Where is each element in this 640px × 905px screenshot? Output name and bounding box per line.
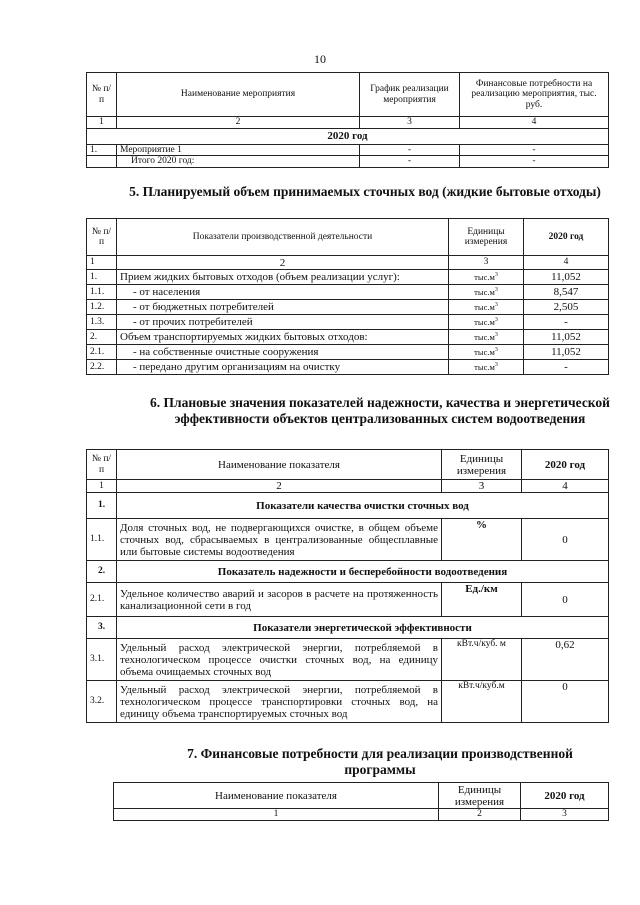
- row-schedule: -: [360, 156, 460, 168]
- row-num: 1.1.: [87, 285, 117, 300]
- col-number: 2: [439, 809, 521, 821]
- col-number: 2: [117, 256, 449, 270]
- row-num: 2.: [87, 330, 117, 345]
- row-value: -: [524, 360, 609, 375]
- row-unit: $тыс.м^3$: [449, 300, 524, 315]
- row-num: 1.1.: [87, 519, 117, 561]
- section-6-title: 6. Плановые значения показателей надежности, качества и энергетической эффективности объектов централизованных систем водоотведения: [150, 395, 610, 426]
- row-unit: $тыс.м^3$: [449, 315, 524, 330]
- table-row: [87, 345, 609, 360]
- col-header-num: № п/п: [87, 73, 117, 117]
- row-value: 11,052: [524, 330, 609, 345]
- group-num: 1.: [87, 493, 117, 519]
- table-row: [87, 681, 609, 723]
- row-num: 3.2.: [87, 681, 117, 723]
- row-value: 0: [522, 519, 609, 561]
- col-header-name: Наименование показателя: [114, 783, 439, 809]
- row-value: 11,052: [524, 270, 609, 285]
- col-number: 4: [522, 480, 609, 493]
- col-number: 1: [87, 256, 117, 270]
- row-value: 0: [522, 681, 609, 723]
- row-value: 8,547: [524, 285, 609, 300]
- group-title: Показатели энергетической эффективности: [117, 617, 609, 639]
- row-num: 2.1.: [87, 345, 117, 360]
- table-row: [87, 315, 609, 330]
- row-num: 1.: [87, 270, 117, 285]
- col-number: 3: [521, 809, 609, 821]
- table-row: [87, 156, 609, 168]
- row-name: - от прочих потребителей: [117, 315, 449, 330]
- row-value: 2,505: [524, 300, 609, 315]
- row-name: Удельный расход электрической энергии, потребляемой в технологическом процессе очистки сточных вод, на единицу объема очищаемых сточных вод: [117, 639, 442, 681]
- row-finance: -: [460, 144, 609, 156]
- col-number: 4: [524, 256, 609, 270]
- table-row: [87, 639, 609, 681]
- row-name: - от бюджетных потребителей: [117, 300, 449, 315]
- section-7-title: 7. Финансовые потребности для реализации производственной программы: [187, 746, 573, 777]
- group-num: 2.: [87, 561, 117, 583]
- col-header-name: Наименование мероприятия: [117, 73, 360, 117]
- row-value: -: [524, 315, 609, 330]
- group-title: Показатель надежности и бесперебойности водоотведения: [117, 561, 609, 583]
- section-5-title: 5. Планируемый объем принимаемых сточных вод (жидкие бытовые отходы): [129, 184, 601, 199]
- col-header-year: 2020 год: [522, 450, 609, 480]
- group-num: 3.: [87, 617, 117, 639]
- row-value: 0: [522, 583, 609, 617]
- table-row: [87, 270, 609, 285]
- year-row: 2020 год: [87, 128, 609, 144]
- row-unit: $тыс.м^3$: [449, 270, 524, 285]
- row-num: [87, 156, 117, 168]
- row-unit: $тыс.м^3$: [449, 285, 524, 300]
- row-value: 0,62: [522, 639, 609, 681]
- row-unit: $тыс.м^3$: [449, 360, 524, 375]
- row-num: 1.2.: [87, 300, 117, 315]
- col-header-unit: Единицы измерения: [439, 783, 521, 809]
- row-unit: %: [442, 519, 522, 561]
- col-number: 1: [114, 809, 439, 821]
- row-num: 3.1.: [87, 639, 117, 681]
- row-name: Удельное количество аварий и засоров в расчете на протяженность канализационной сети в год: [117, 583, 442, 617]
- col-header-year: 2020 год: [524, 219, 609, 256]
- col-number: 3: [449, 256, 524, 270]
- group-row: [87, 617, 609, 639]
- group-row: [87, 493, 609, 519]
- table-row: [87, 300, 609, 315]
- col-header-unit: Единицы измерения: [449, 219, 524, 256]
- col-header-name: Показатели производственной деятельности: [117, 219, 449, 256]
- table-row: [87, 144, 609, 156]
- group-title: Показатели качества очистки сточных вод: [117, 493, 609, 519]
- col-header-unit: Единицы измерения: [442, 450, 522, 480]
- table-row: [87, 583, 609, 617]
- row-schedule: -: [360, 144, 460, 156]
- col-header-schedule: График реализации мероприятия: [360, 73, 460, 117]
- col-header-num: № п/п: [87, 219, 117, 256]
- row-num: 1.3.: [87, 315, 117, 330]
- col-number: 2: [117, 117, 360, 129]
- col-header-finance: Финансовые потребности на реализацию мероприятия, тыс. руб.: [460, 73, 609, 117]
- col-number: 2: [117, 480, 442, 493]
- row-finance: -: [460, 156, 609, 168]
- financial-needs-table: [113, 782, 609, 821]
- col-header-name: Наименование показателя: [117, 450, 442, 480]
- row-name: - от населения: [117, 285, 449, 300]
- row-name: - на собственные очистные сооружения: [117, 345, 449, 360]
- col-header-num: № п/п: [87, 450, 117, 480]
- row-unit: $тыс.м^3$: [449, 345, 524, 360]
- row-name: Итого 2020 год:: [117, 156, 360, 168]
- table-row: [87, 285, 609, 300]
- row-name: Удельный расход электрической энергии, потребляемой в технологическом процессе транспортировки сточных вод, на единицу объема транспортируемых сточных вод: [117, 681, 442, 723]
- table-row: [87, 330, 609, 345]
- table-row: [87, 360, 609, 375]
- col-header-year: 2020 год: [521, 783, 609, 809]
- col-number: 1: [87, 480, 117, 493]
- row-name: Прием жидких бытовых отходов (объем реализации услуг):: [117, 270, 449, 285]
- col-number: 3: [442, 480, 522, 493]
- row-name: Мероприятие 1: [117, 144, 360, 156]
- group-row: [87, 561, 609, 583]
- table-row: [87, 519, 609, 561]
- row-name: Объем транспортируемых жидких бытовых отходов:: [117, 330, 449, 345]
- col-number: 3: [360, 117, 460, 129]
- row-name: Доля сточных вод, не подвергающихся очистке, в общем объеме сточных вод, сбрасываемых в централизованные общесплавные или бытовые системы водоотведения: [117, 519, 442, 561]
- row-num: 2.1.: [87, 583, 117, 617]
- row-value: 11,052: [524, 345, 609, 360]
- row-unit: $тыс.м^3$: [449, 330, 524, 345]
- page-number: 10: [314, 52, 326, 66]
- row-num: 2.2.: [87, 360, 117, 375]
- reliability-indicators-table: [86, 449, 609, 723]
- col-number: 4: [460, 117, 609, 129]
- row-name: - передано другим организациям на очистку: [117, 360, 449, 375]
- col-number: 1: [87, 117, 117, 129]
- row-unit: Ед./км: [442, 583, 522, 617]
- row-unit: кВт.ч/куб.м: [442, 681, 522, 723]
- activities-table: [86, 72, 609, 168]
- row-unit: кВт.ч/куб. м: [442, 639, 522, 681]
- row-num: 1.: [87, 144, 117, 156]
- wastewater-volume-table: [86, 218, 609, 375]
